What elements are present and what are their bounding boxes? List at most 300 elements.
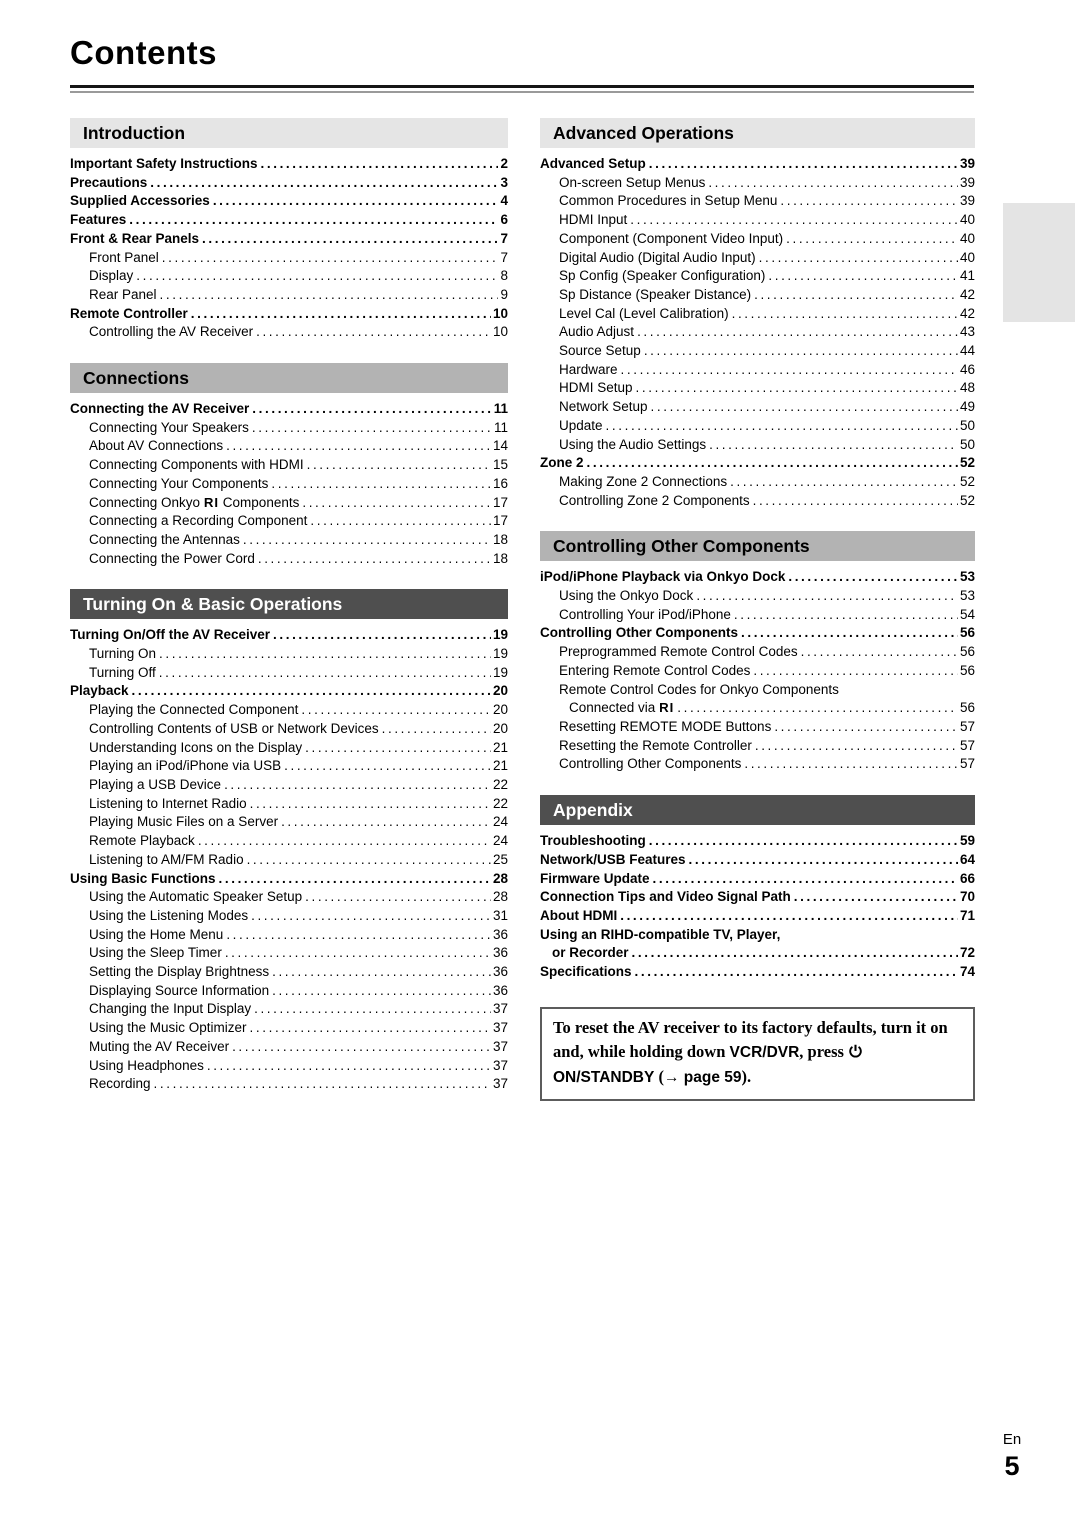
toc-entry-label: Digital Audio (Digital Audio Input) xyxy=(559,249,756,265)
toc-entry xyxy=(540,681,975,700)
toc-entry xyxy=(540,587,975,606)
power-icon xyxy=(848,1040,863,1065)
toc-entry-page: 24 xyxy=(492,814,508,830)
toc-entry-label: Connecting the Power Cord xyxy=(89,550,255,566)
toc-entry xyxy=(540,662,975,681)
toc-entry-page: 41 xyxy=(959,268,975,284)
page-footer xyxy=(988,1430,1036,1482)
toc-leader-dots xyxy=(310,512,491,531)
toc-section xyxy=(540,531,975,774)
toc-leader-dots xyxy=(225,944,491,963)
toc-entry-page: 28 xyxy=(492,889,508,905)
toc-leader-dots xyxy=(741,624,958,643)
toc-entry xyxy=(70,626,508,645)
toc-entry xyxy=(70,645,508,664)
toc-entry-label: Connecting the Antennas xyxy=(89,531,240,547)
toc-entry xyxy=(70,1075,508,1094)
toc-entry xyxy=(70,832,508,851)
toc-entry xyxy=(540,926,975,945)
toc-entry-label: Listening to Internet Radio xyxy=(89,795,247,811)
toc-entry xyxy=(70,1019,508,1038)
toc-entry xyxy=(540,492,975,511)
toc-entry-label: Controlling Other Components xyxy=(540,625,738,641)
toc-entry-page: 18 xyxy=(492,550,508,566)
toc-entry xyxy=(540,718,975,737)
toc-section xyxy=(70,363,508,568)
toc-entry-label: Recording xyxy=(89,1076,151,1092)
toc-entry-label: On-screen Setup Menus xyxy=(559,174,706,190)
toc-entry xyxy=(70,192,508,211)
toc-leader-dots xyxy=(251,907,491,926)
toc-entry-page: 66 xyxy=(959,870,975,886)
toc-entry xyxy=(540,832,975,851)
toc-entry-label: Controlling Zone 2 Components xyxy=(559,492,750,508)
toc-entry-label: or Recorder xyxy=(552,945,629,961)
toc-entry xyxy=(70,155,508,174)
toc-entry-label: Entering Remote Control Codes xyxy=(559,662,751,678)
toc-entry-page: 64 xyxy=(959,851,975,867)
toc-leader-dots xyxy=(202,230,498,249)
toc-entry-page: 50 xyxy=(959,436,975,452)
reset-note xyxy=(540,1007,975,1101)
toc-entry-page: 10 xyxy=(492,305,508,321)
toc-entry-page: 48 xyxy=(959,380,975,396)
toc-leader-dots xyxy=(284,757,491,776)
toc-entry xyxy=(70,512,508,531)
toc-entry xyxy=(540,249,975,268)
toc-leader-dots xyxy=(637,323,958,342)
toc-leader-dots xyxy=(587,454,958,473)
toc-entry-page: 20 xyxy=(492,702,508,718)
toc-entry-page: 52 xyxy=(959,473,975,489)
toc-entry xyxy=(540,361,975,380)
toc-entry xyxy=(70,437,508,456)
toc-entry-label: Features xyxy=(70,212,127,228)
toc-entry xyxy=(540,174,975,193)
note-text: ). xyxy=(741,1067,752,1087)
toc-column-right xyxy=(540,118,975,1101)
toc-entry-page: 11 xyxy=(493,401,508,417)
toc-entry-page: 71 xyxy=(959,907,975,923)
toc-leader-dots xyxy=(649,155,958,174)
toc-entry-label: Zone 2 xyxy=(540,455,584,471)
toc-entry-page: 46 xyxy=(959,361,975,377)
toc-leader-dots xyxy=(243,531,491,550)
toc-leader-dots xyxy=(159,664,491,683)
toc-entry xyxy=(540,473,975,492)
toc-entry-page: 22 xyxy=(492,776,508,792)
toc-entry-page: 2 xyxy=(500,156,508,171)
language-label: En xyxy=(1002,1431,1022,1448)
toc-leader-dots xyxy=(689,851,958,870)
toc-entry-label: Component (Component Video Input) xyxy=(559,230,784,246)
toc-entry xyxy=(70,550,508,569)
toc-leader-dots xyxy=(226,926,491,945)
toc-column-left xyxy=(70,118,508,1094)
section-header: Advanced Operations xyxy=(540,118,975,148)
toc-entry xyxy=(540,755,975,774)
toc-entry xyxy=(70,701,508,720)
toc-leader-dots xyxy=(774,718,958,737)
toc-entry-label: Controlling the AV Receiver xyxy=(89,324,254,340)
toc-entry-label: Using the Automatic Speaker Setup xyxy=(89,889,303,905)
toc-leader-dots xyxy=(632,944,958,963)
section-header: Turning On & Basic Operations xyxy=(70,589,508,619)
toc-entry-label: Sp Config (Speaker Configuration) xyxy=(559,268,766,284)
toc-entry-label: iPod/iPhone Playback via Onkyo Dock xyxy=(540,569,786,585)
toc-entry-page: 37 xyxy=(492,1076,508,1092)
toc-section xyxy=(70,589,508,1094)
toc-entry-page: 57 xyxy=(959,756,975,772)
toc-leader-dots xyxy=(801,643,958,662)
toc-entry xyxy=(70,757,508,776)
toc-entry-label: Changing the Input Display xyxy=(89,1001,252,1017)
thumb-index-tab xyxy=(1003,203,1075,322)
toc-entry-label: Controlling Contents of USB or Network Devices xyxy=(89,720,379,736)
toc-entry-page: 56 xyxy=(959,700,975,716)
toc-entry-label: Display xyxy=(89,268,134,284)
toc-entry-page: 18 xyxy=(492,531,508,547)
toc-leader-dots xyxy=(732,305,958,324)
toc-entry-label: Hardware xyxy=(559,361,618,377)
toc-entry-label: Front Panel xyxy=(89,249,159,265)
toc-entry xyxy=(70,682,508,701)
toc-leader-dots xyxy=(620,907,958,926)
toc-entry xyxy=(70,739,508,758)
toc-entry xyxy=(70,1000,508,1019)
toc-leader-dots xyxy=(649,832,958,851)
toc-entry xyxy=(70,851,508,870)
toc-entry-page: 21 xyxy=(492,739,508,755)
toc-leader-dots xyxy=(273,626,491,645)
toc-leader-dots xyxy=(709,436,958,455)
toc-entry-page: 3 xyxy=(500,174,508,190)
section-header: Controlling Other Components xyxy=(540,531,975,561)
toc-entry-page: 7 xyxy=(500,249,508,265)
toc-entry-label: Turning On xyxy=(89,646,157,662)
toc-leader-dots xyxy=(162,249,499,268)
toc-entry xyxy=(70,419,508,438)
toc-entry xyxy=(70,174,508,193)
toc-entry-label: Muting the AV Receiver xyxy=(89,1038,230,1054)
toc-entry-page: 37 xyxy=(492,1020,508,1036)
toc-entry-label: Resetting REMOTE MODE Buttons xyxy=(559,718,772,734)
toc-entry xyxy=(540,267,975,286)
toc-entry-page: 19 xyxy=(492,664,508,680)
toc-entry xyxy=(540,888,975,907)
toc-leader-dots xyxy=(256,323,491,342)
toc-entry-label: Connected via RI xyxy=(569,700,675,716)
toc-entry-label: Front & Rear Panels xyxy=(70,230,200,246)
toc-entry xyxy=(540,305,975,324)
toc-leader-dots xyxy=(136,267,498,286)
page-number: 5 xyxy=(1004,1451,1020,1481)
toc-leader-dots xyxy=(708,174,958,193)
toc-entry-page: 17 xyxy=(492,494,508,510)
toc-leader-dots xyxy=(759,249,958,268)
toc-entry-page: 25 xyxy=(492,851,508,867)
toc-leader-dots xyxy=(250,1019,491,1038)
toc-entry-page: 20 xyxy=(492,683,508,699)
toc-entry-label: Using the Sleep Timer xyxy=(89,945,222,961)
toc-entry-label: Controlling Your iPod/iPhone xyxy=(559,606,731,622)
toc-entry xyxy=(540,737,975,756)
toc-entry-label: Rear Panel xyxy=(89,286,157,302)
toc-entry-page: 36 xyxy=(492,964,508,980)
toc-entry xyxy=(540,286,975,305)
toc-entry-page: 72 xyxy=(959,945,975,961)
toc-entry-label: Source Setup xyxy=(559,343,641,359)
toc-entry xyxy=(70,230,508,249)
section-header: Appendix xyxy=(540,795,975,825)
toc-entry-label: Listening to AM/FM Radio xyxy=(89,851,244,867)
toc-entry-label: Understanding Icons on the Display xyxy=(89,739,303,755)
toc-leader-dots xyxy=(301,701,491,720)
toc-entry-page: 49 xyxy=(959,399,975,415)
toc-entry-label: Remote Control Codes for Onkyo Components xyxy=(559,681,839,697)
toc-entry xyxy=(540,643,975,662)
toc-entry-page: 53 xyxy=(959,569,975,585)
toc-entry xyxy=(540,454,975,473)
toc-leader-dots xyxy=(636,379,958,398)
toc-leader-dots xyxy=(382,720,491,739)
toc-entry-page: 56 xyxy=(959,662,975,678)
toc-entry xyxy=(540,436,975,455)
toc-entry xyxy=(540,323,975,342)
toc-entry xyxy=(70,456,508,475)
toc-entry-page: 7 xyxy=(500,230,508,246)
toc-entry-label: Network/USB Features xyxy=(540,851,686,867)
toc-leader-dots xyxy=(630,211,958,230)
toc-leader-dots xyxy=(653,870,958,889)
toc-entry-label: Troubleshooting xyxy=(540,833,646,849)
toc-leader-dots xyxy=(606,417,958,436)
toc-entry-label: Using the Listening Modes xyxy=(89,907,249,923)
toc-entry-label: HDMI Input xyxy=(559,212,628,228)
toc-leader-dots xyxy=(307,456,491,475)
toc-entry-page: 43 xyxy=(959,324,975,340)
toc-leader-dots xyxy=(696,587,958,606)
toc-entry xyxy=(70,870,508,889)
toc-entry-label: Resetting the Remote Controller xyxy=(559,737,752,753)
toc-entry-label: Turning On/Off the AV Receiver xyxy=(70,627,271,643)
toc-entry-page: 19 xyxy=(492,627,508,643)
toc-entry-label: Connection Tips and Video Signal Path xyxy=(540,889,791,905)
toc-entry-label: Network Setup xyxy=(559,399,648,415)
toc-entry-label: Setting the Display Brightness xyxy=(89,964,270,980)
toc-entry xyxy=(70,211,508,230)
toc-entry xyxy=(70,531,508,550)
toc-leader-dots xyxy=(132,682,491,701)
toc-entry xyxy=(70,907,508,926)
note-text: To reset the AV receiver to its factory defaults, turn it on and, while holding down xyxy=(553,1017,948,1062)
toc-entry xyxy=(540,342,975,361)
toc-entry-page: 37 xyxy=(492,1057,508,1073)
toc-entry-label: About HDMI xyxy=(540,907,618,923)
toc-entry xyxy=(540,568,975,587)
toc-entry-page: 42 xyxy=(959,286,975,302)
toc-entry xyxy=(70,1057,508,1076)
toc-entry-label: Connecting Components with HDMI xyxy=(89,457,304,473)
toc-entry-label: Connecting Your Speakers xyxy=(89,419,249,435)
toc-leader-dots xyxy=(250,795,491,814)
toc-entry-page: 28 xyxy=(492,870,508,886)
toc-entry-label: Connecting a Recording Component xyxy=(89,513,308,529)
toc-leader-dots xyxy=(635,963,958,982)
toc-entry-page: 52 xyxy=(959,492,975,508)
toc-entry-label: Connecting the AV Receiver xyxy=(70,401,250,417)
toc-entry-label: Using the Home Menu xyxy=(89,926,224,942)
toc-leader-dots xyxy=(271,475,491,494)
toc-entry xyxy=(540,907,975,926)
toc-entry-page: 6 xyxy=(500,212,508,228)
toc-leader-dots xyxy=(734,606,958,625)
toc-leader-dots xyxy=(129,211,498,230)
toc-entry xyxy=(70,494,508,513)
toc-section xyxy=(70,118,508,342)
toc-entry-page: 21 xyxy=(492,758,508,774)
toc-entry-page: 10 xyxy=(492,324,508,340)
toc-entry-label: Controlling Other Components xyxy=(559,756,742,772)
toc-leader-dots xyxy=(644,342,958,361)
toc-entry xyxy=(70,323,508,342)
toc-leader-dots xyxy=(191,305,491,324)
toc-entry-page: 15 xyxy=(492,457,508,473)
toc-entry-label: Using an RIHD-compatible TV, Player, xyxy=(540,926,781,942)
toc-entry xyxy=(540,944,975,963)
toc-entry-page: 9 xyxy=(500,286,508,302)
toc-entry-label: Advanced Setup xyxy=(540,156,646,171)
toc-entry-page: 37 xyxy=(492,1038,508,1054)
toc-entry-label: Supplied Accessories xyxy=(70,193,210,209)
toc-entry xyxy=(70,400,508,419)
toc-entry xyxy=(70,888,508,907)
toc-entry-label: Playback xyxy=(70,683,129,699)
toc-leader-dots xyxy=(305,739,491,758)
toc-entry xyxy=(70,475,508,494)
toc-section xyxy=(540,118,975,510)
toc-entry-page: 17 xyxy=(492,513,508,529)
toc-entry-page: 19 xyxy=(492,646,508,662)
toc-entry-page: 37 xyxy=(492,1001,508,1017)
toc-entry-page: 53 xyxy=(959,588,975,604)
toc-entry-label: Update xyxy=(559,417,603,433)
toc-entry-page: 57 xyxy=(959,737,975,753)
toc-leader-dots xyxy=(794,888,958,907)
toc-entry xyxy=(540,211,975,230)
toc-entry-label: Playing an iPod/iPhone via USB xyxy=(89,758,282,774)
toc-entry-page: 42 xyxy=(959,305,975,321)
toc-leader-dots xyxy=(768,267,958,286)
toc-entry xyxy=(70,944,508,963)
toc-section xyxy=(540,795,975,982)
toc-entry-page: 70 xyxy=(959,889,975,905)
toc-entry-page: 54 xyxy=(959,606,975,622)
note-text: ( xyxy=(654,1067,664,1087)
toc-entry-page: 52 xyxy=(959,455,975,471)
toc-leader-dots xyxy=(272,982,491,1001)
toc-leader-dots xyxy=(302,494,491,513)
onkyo-ri-logo: RI xyxy=(203,494,220,510)
toc-entry-label: Making Zone 2 Connections xyxy=(559,473,728,489)
toc-leader-dots xyxy=(788,568,958,587)
toc-entry-label: Using Headphones xyxy=(89,1057,204,1073)
toc-entry-page: 36 xyxy=(492,982,508,998)
toc-leader-dots xyxy=(753,492,958,511)
toc-entry-label: Precautions xyxy=(70,174,148,190)
toc-entry-page: 39 xyxy=(959,156,975,171)
toc-entry-label: Playing the Connected Component xyxy=(89,702,299,718)
toc-entry-page: 36 xyxy=(492,945,508,961)
toc-entry xyxy=(540,192,975,211)
note-keyword: ON/STANDBY xyxy=(553,1069,655,1087)
toc-entry xyxy=(70,813,508,832)
toc-entry-page: 74 xyxy=(959,964,975,980)
toc-entry-label: Firmware Update xyxy=(540,870,650,886)
toc-entry xyxy=(70,249,508,268)
note-keyword: → page 59 xyxy=(663,1069,742,1087)
toc-leader-dots xyxy=(198,832,491,851)
toc-leader-dots xyxy=(150,174,498,193)
toc-entry-page: 39 xyxy=(959,193,975,209)
toc-leader-dots xyxy=(754,286,958,305)
toc-entry xyxy=(70,926,508,945)
toc-entry-page: 56 xyxy=(959,625,975,641)
toc-leader-dots xyxy=(755,737,958,756)
toc-entry xyxy=(70,1038,508,1057)
toc-entry-label: Using the Onkyo Dock xyxy=(559,588,694,604)
toc-entry-label: Using Basic Functions xyxy=(70,870,216,886)
toc-leader-dots xyxy=(252,419,492,438)
toc-leader-dots xyxy=(677,699,958,718)
toc-leader-dots xyxy=(226,437,491,456)
toc-entry xyxy=(70,776,508,795)
toc-entry-label: Audio Adjust xyxy=(559,324,635,340)
toc-entry-label: Connecting Your Components xyxy=(89,475,269,491)
toc-entry-page: 56 xyxy=(959,644,975,660)
toc-leader-dots xyxy=(272,963,491,982)
page-title: Contents xyxy=(70,34,217,71)
toc-entry-page: 4 xyxy=(500,193,508,209)
toc-entry-label: Preprogrammed Remote Control Codes xyxy=(559,644,798,660)
toc-entry-label: Using the Audio Settings xyxy=(559,436,707,452)
toc-entry-page: 22 xyxy=(492,795,508,811)
toc-leader-dots xyxy=(786,230,958,249)
toc-entry xyxy=(70,286,508,305)
toc-entry xyxy=(540,230,975,249)
title-rule xyxy=(70,85,974,93)
toc-leader-dots xyxy=(254,1000,491,1019)
toc-entry xyxy=(540,624,975,643)
onkyo-ri-logo: RI xyxy=(659,700,675,716)
toc-leader-dots xyxy=(261,155,499,174)
toc-leader-dots xyxy=(753,662,958,681)
toc-entry-page: 36 xyxy=(492,926,508,942)
toc-leader-dots xyxy=(780,192,958,211)
toc-entry-page: 44 xyxy=(959,343,975,359)
toc-leader-dots xyxy=(730,473,958,492)
toc-entry xyxy=(540,417,975,436)
toc-entry-label: Remote Controller xyxy=(70,305,188,321)
toc-entry-label: Using the Music Optimizer xyxy=(89,1020,247,1036)
toc-entry xyxy=(540,851,975,870)
toc-leader-dots xyxy=(258,550,491,569)
toc-entry-page: 14 xyxy=(492,438,508,454)
toc-leader-dots xyxy=(207,1057,491,1076)
toc-entry-label: Level Cal (Level Calibration) xyxy=(559,305,729,321)
toc-entry xyxy=(70,795,508,814)
toc-entry-page: 8 xyxy=(500,268,508,284)
